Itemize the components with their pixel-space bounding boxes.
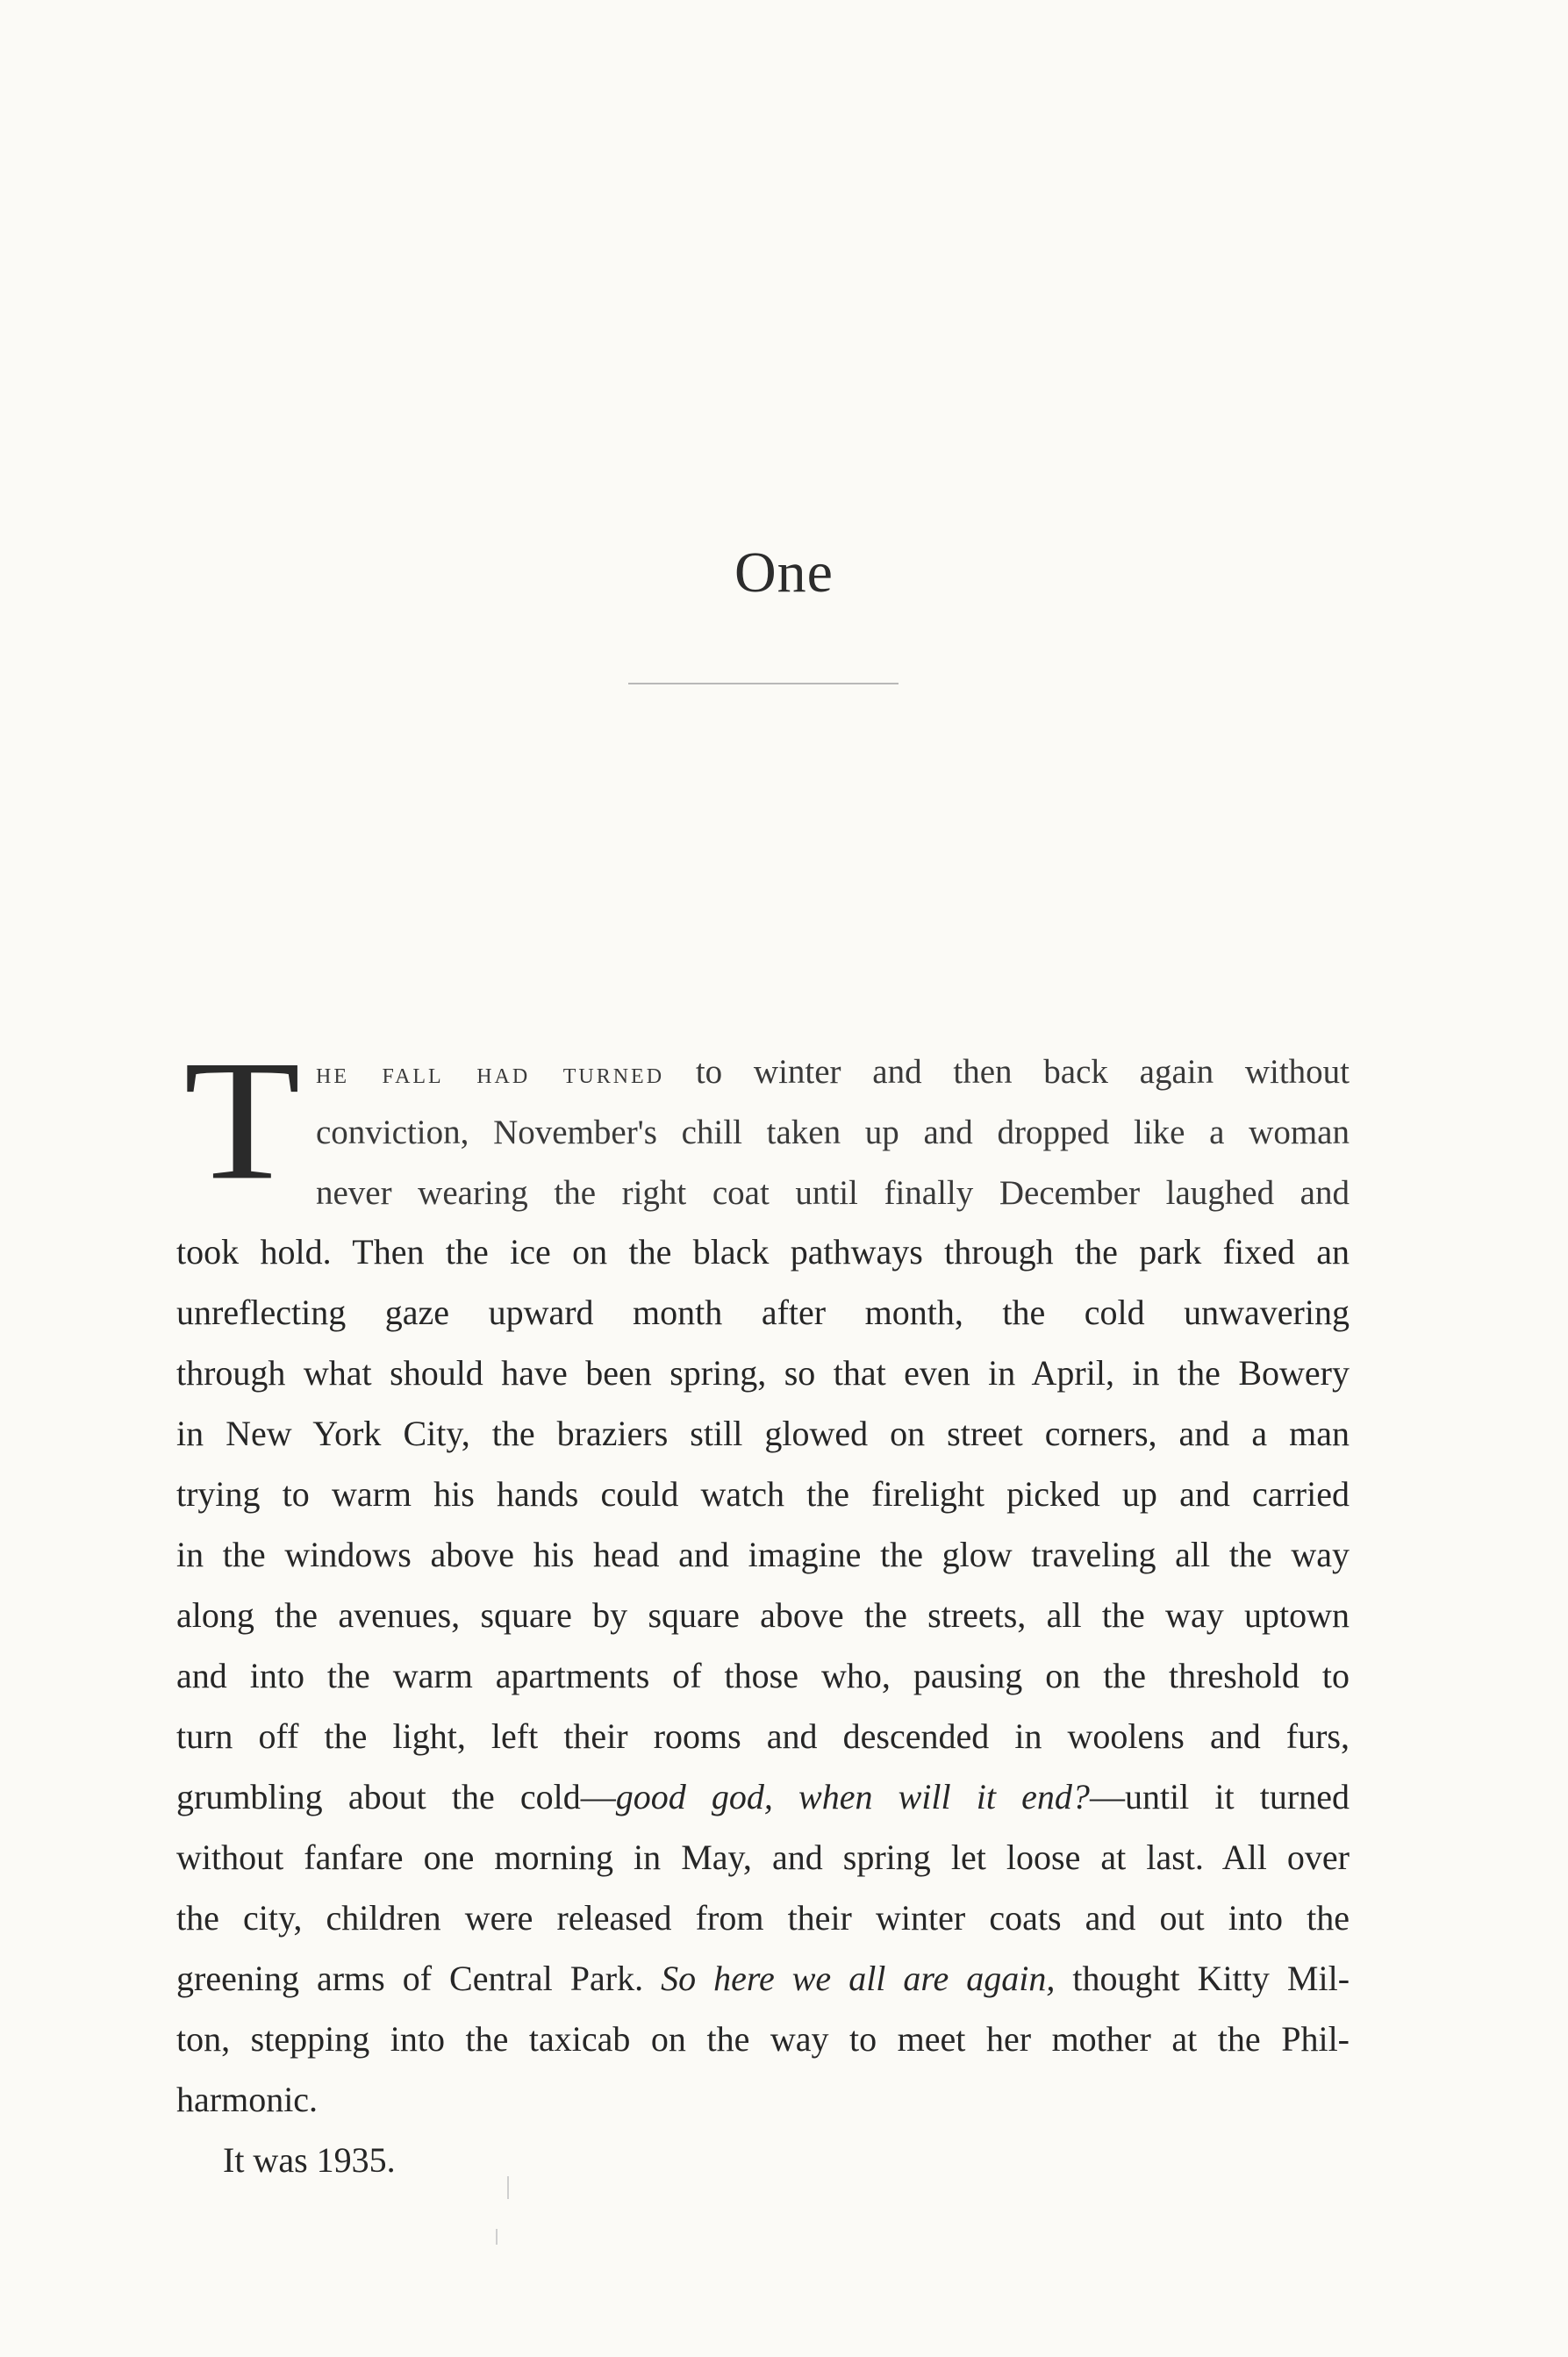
- chapter-title: One: [734, 541, 834, 605]
- opening-line-3: never wearing the right coat until finally December laughed and: [316, 1174, 1350, 1212]
- opening-line-1: [316, 1055, 1350, 1089]
- italic-thought: So here we all are again,: [661, 1959, 1056, 1998]
- body-line: the city, children were released from their winter coats and out into the: [176, 1898, 1350, 1938]
- body-line: turn off the light, left their rooms and descended in woolens and furs,: [176, 1716, 1350, 1756]
- body-line-with-italic: [176, 1961, 1350, 1996]
- body-text: thought Kitty Mil-: [1072, 1959, 1350, 1998]
- body-line: ton, stepping into the taxicab on the way to meet her mother at the Phil-: [176, 2019, 1350, 2059]
- scan-speck: [507, 2176, 509, 2199]
- body-line: in New York City, the braziers still glowed on street corners, and a man: [176, 1414, 1350, 1453]
- opening-line-2: conviction, November's chill taken up and dropped like a woman: [316, 1114, 1350, 1151]
- body-line: through what should have been spring, so that even in April, in the Bowery: [176, 1353, 1350, 1393]
- scan-speck: [496, 2229, 498, 2245]
- closing-paragraph: It was 1935.: [223, 2140, 396, 2180]
- body-text: grumbling about the cold—: [176, 1777, 616, 1816]
- body-line: and into the warm apartments of those who, pausing on the threshold to: [176, 1656, 1350, 1695]
- drop-cap-letter: [181, 1039, 304, 1181]
- body-text: —until it turned: [1089, 1777, 1350, 1816]
- body-text: greening arms of Central Park.: [176, 1959, 644, 1998]
- body-line: trying to warm his hands could watch the firelight picked up and carried: [176, 1474, 1350, 1514]
- italic-thought: good god, when will it end?: [615, 1777, 1090, 1816]
- body-line: took hold. Then the ice on the black pathways through the park fixed an: [176, 1232, 1350, 1272]
- body-line: unreflecting gaze upward month after month, the cold unwavering: [176, 1293, 1350, 1332]
- body-line: in the windows above his head and imagine the glow traveling all the way: [176, 1535, 1350, 1574]
- chapter-title-rule: [628, 683, 899, 684]
- opening-small-caps: he fall had turned: [316, 1057, 665, 1090]
- drop-cap-glyph: T: [183, 1039, 301, 1181]
- body-line-last: harmonic.: [176, 2080, 319, 2119]
- body-line: along the avenues, square by square above the streets, all the way uptown: [176, 1595, 1350, 1635]
- body-line-with-italic: [176, 1777, 1350, 1816]
- body-line: without fanfare one morning in May, and spring let loose at last. All over: [176, 1838, 1350, 1877]
- opening-line-1-rest: to winter and then back again without: [695, 1053, 1350, 1091]
